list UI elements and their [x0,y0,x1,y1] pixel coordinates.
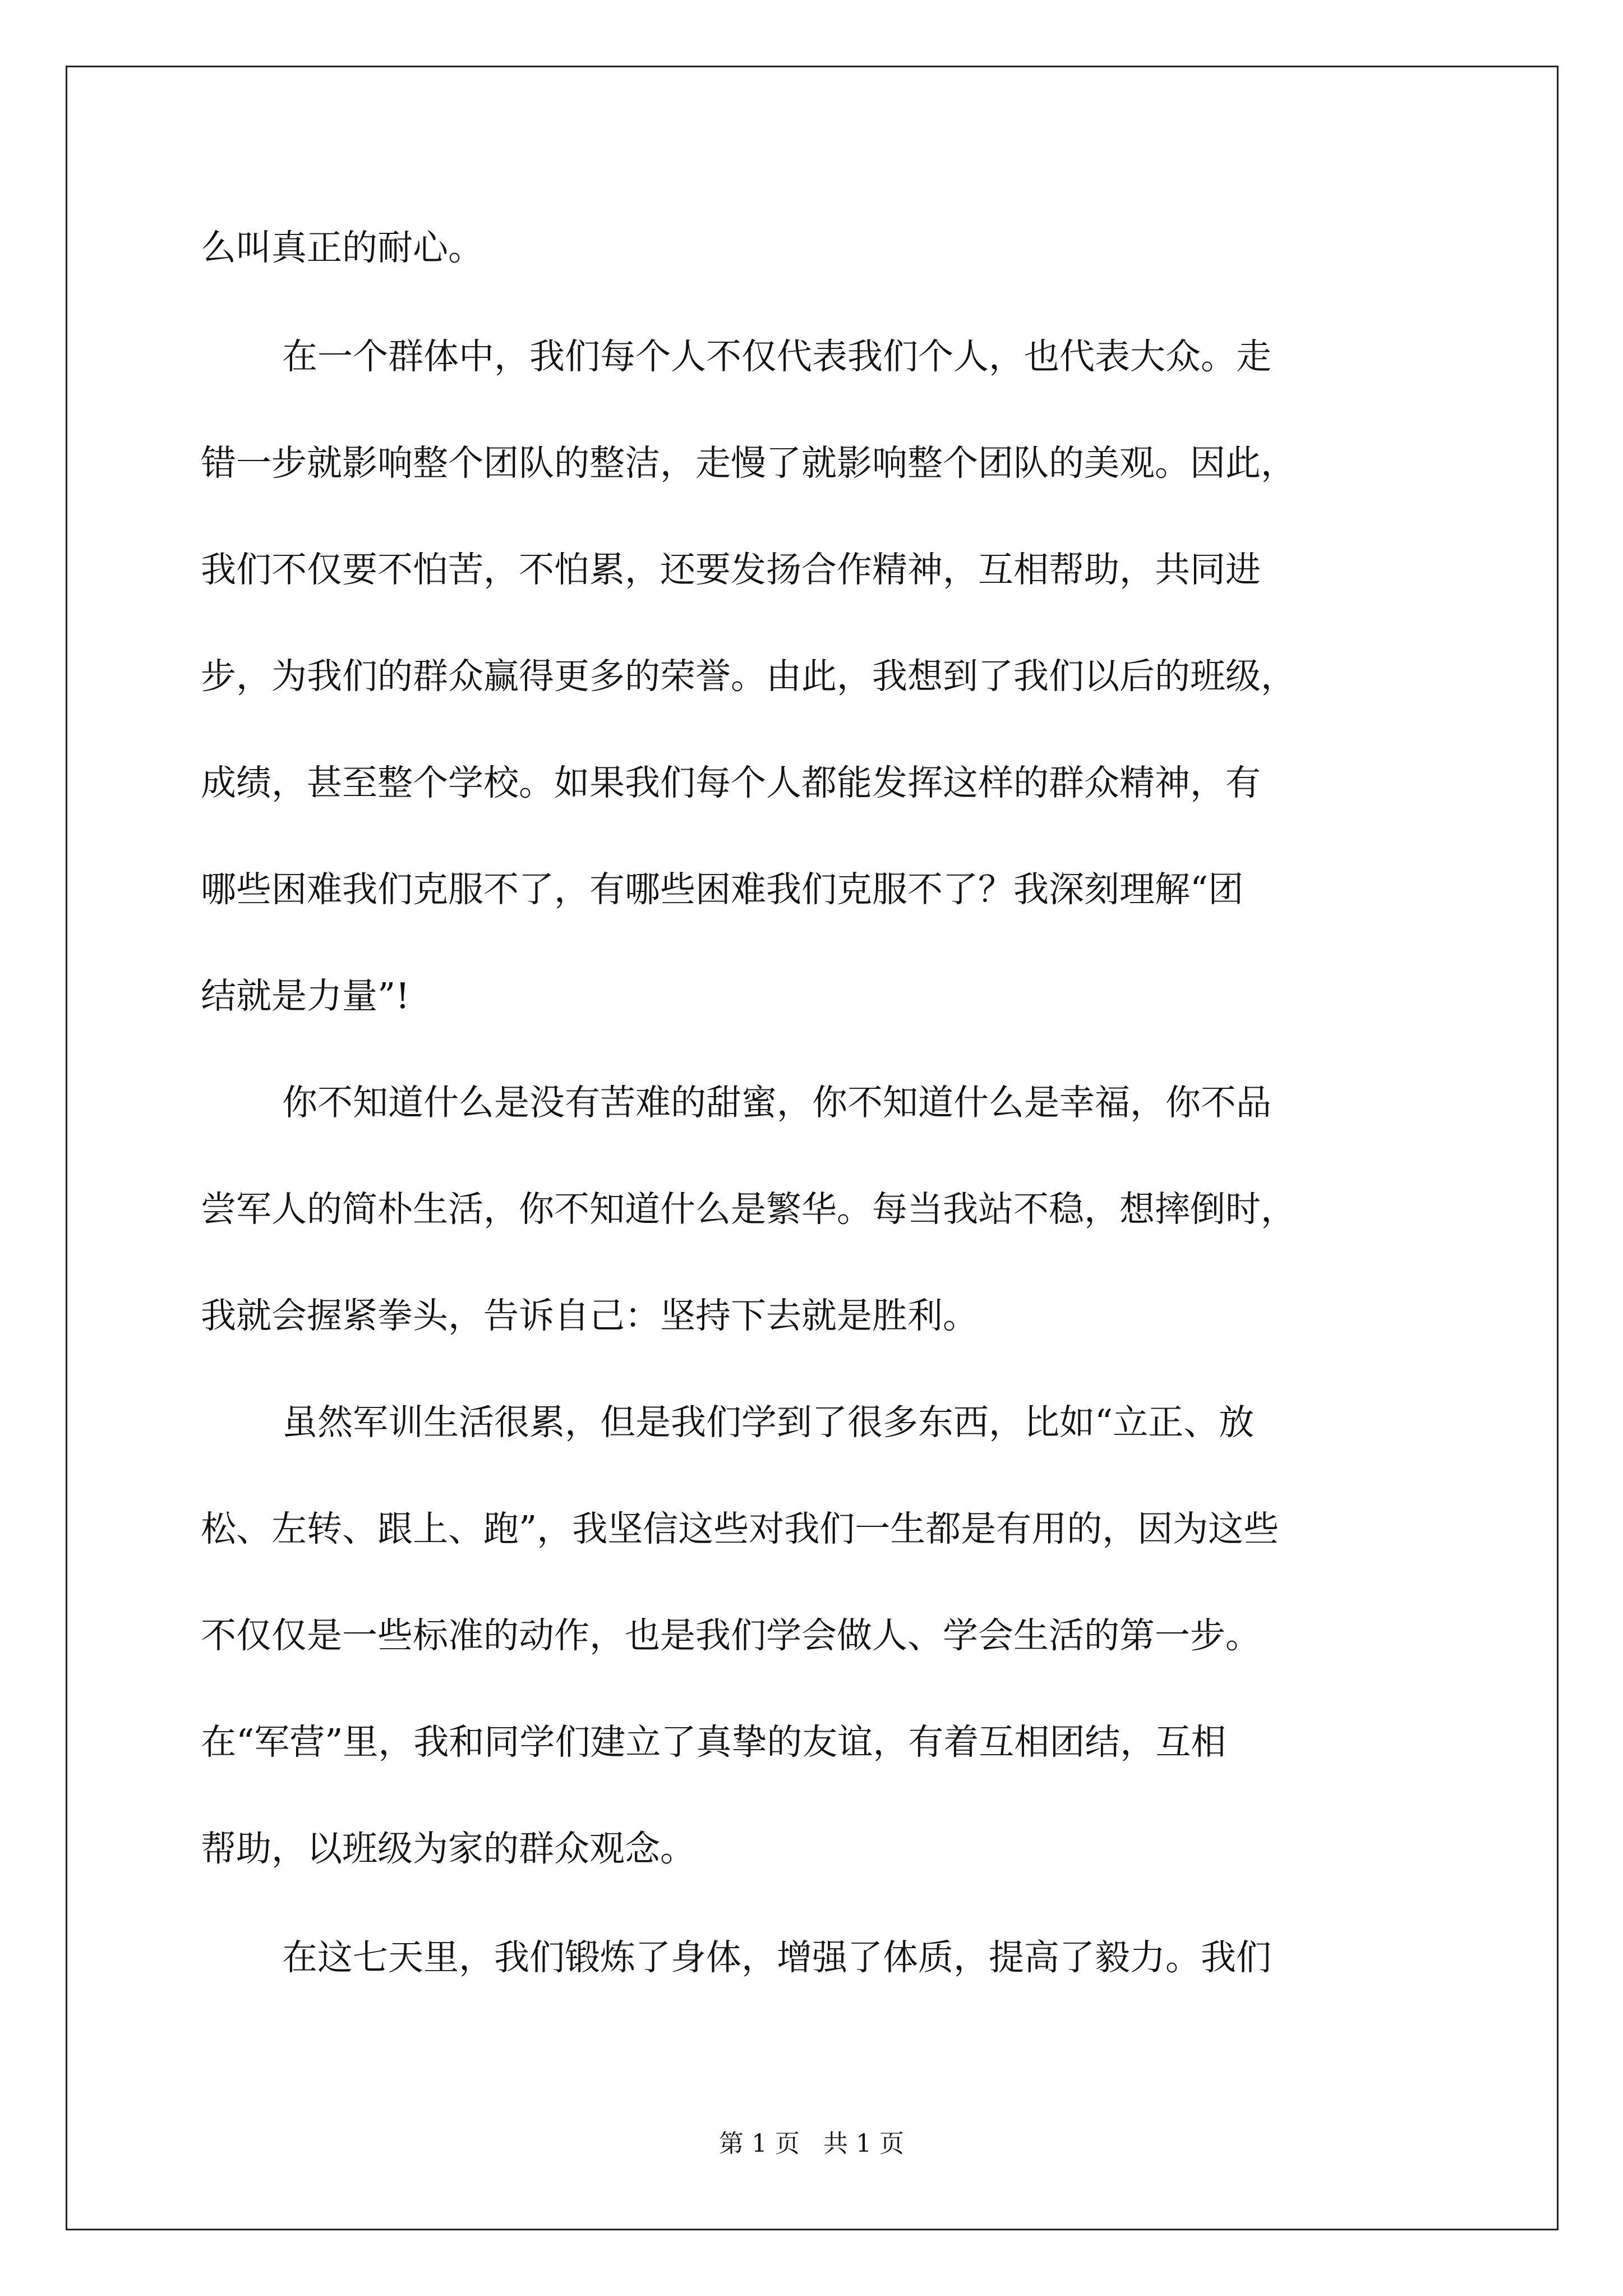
paragraph-2-line-2: 错一步就影响整个团队的整洁，走慢了就影响整个团队的美观。因此， [201,443,1296,484]
paragraph-2-line-6: 哪些困难我们克服不了，有哪些困难我们克服不了？我深刻理解“团 [201,869,1244,910]
paragraph-2-line-3: 我们不仅要不怕苦，不怕累，还要发扬合作精神，互相帮助，共同进 [201,549,1261,590]
paragraph-4-line-4: 在“军营”里，我和同学们建立了真挚的友谊，有着互相团结，互相 [201,1722,1227,1763]
paragraph-5-line-1: 在这七天里，我们锻炼了身体，增强了体质，提高了毅力。我们 [282,1937,1271,1978]
paragraph-4-line-5: 帮助，以班级为家的群众观念。 [201,1828,695,1869]
paragraph-4-line-1: 虽然军训生活很累，但是我们学到了很多东西，比如“立正、放 [282,1402,1255,1443]
paragraph-2-line-1: 在一个群体中，我们每个人不仅代表我们个人，也代表大众。走 [282,336,1271,377]
paragraph-2-line-4: 步，为我们的群众赢得更多的荣誉。由此，我想到了我们以后的班级， [201,656,1296,697]
paragraph-1-line-1: 么叫真正的耐心。 [201,227,483,268]
paragraph-3-line-2: 尝军人的简朴生活，你不知道什么是繁华。每当我站不稳，想摔倒时， [201,1189,1296,1230]
page-footer: 第 1 页 共 1 页 [719,2129,904,2158]
paragraph-4-line-3: 不仅仅是一些标准的动作，也是我们学会做人、学会生活的第一步。 [201,1615,1261,1656]
paragraph-3-line-3: 我就会握紧拳头，告诉自己：坚持下去就是胜利。 [201,1295,978,1336]
page-border [66,66,1559,2230]
paragraph-3-line-1: 你不知道什么是没有苦难的甜蜜，你不知道什么是幸福，你不品 [282,1082,1271,1123]
paragraph-4-line-2: 松、左转、跟上、跑”，我坚信这些对我们一生都是有用的，因为这些 [201,1508,1279,1549]
paragraph-2-line-5: 成绩，甚至整个学校。如果我们每个人都能发挥这样的群众精神，有 [201,762,1261,803]
paragraph-2-line-7: 结就是力量”! [201,976,410,1016]
